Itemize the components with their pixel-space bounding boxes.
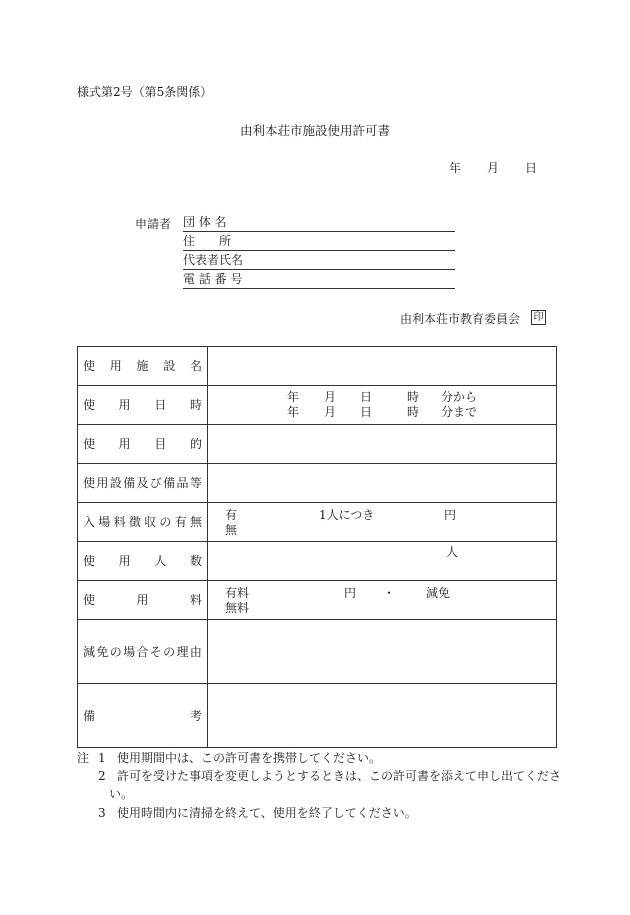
- to-day: 日: [360, 405, 373, 419]
- label-char: 免: [96, 644, 109, 659]
- label-char: 時: [189, 398, 202, 412]
- label-char: 備: [83, 708, 96, 723]
- label-char: 日: [154, 398, 167, 412]
- to-year: 年: [287, 405, 300, 419]
- reason-label-cell: [78, 620, 208, 684]
- remarks-label-cell: [78, 684, 208, 748]
- label-char: 目: [154, 437, 167, 451]
- label-char: 有: [174, 515, 187, 529]
- label-char: 場: [123, 644, 136, 659]
- note-1-number: 1: [98, 751, 106, 765]
- date-month-label: 月: [487, 161, 500, 175]
- label-char: の: [163, 644, 176, 659]
- label-char: 考: [189, 708, 202, 723]
- label-char: 人: [154, 554, 167, 568]
- attendees-unit: 人: [446, 545, 459, 559]
- label-char: 無: [189, 515, 202, 529]
- fee-label-cell: [78, 581, 208, 620]
- note-3-number: 3: [98, 806, 106, 820]
- facility-value-cell[interactable]: [208, 347, 557, 386]
- label-char: 用: [118, 398, 131, 412]
- equipment-label-cell: [78, 464, 208, 503]
- row-reason: [78, 620, 557, 684]
- label-char: 由: [189, 644, 202, 659]
- label-char: の: [159, 515, 172, 529]
- label-char: 施: [136, 359, 149, 373]
- label-char: 用: [118, 437, 131, 451]
- issue-date: [449, 162, 537, 174]
- label-char: 設: [109, 476, 122, 490]
- label-char: 用: [96, 476, 109, 490]
- document-title: 由利本荘市施設使用許可書: [239, 123, 390, 138]
- row-datetime: [78, 386, 557, 425]
- admission-no: 無: [225, 523, 238, 537]
- label-char: 名: [189, 359, 202, 373]
- label-char: 的: [189, 437, 202, 451]
- row-fee: [78, 581, 557, 620]
- facility-label-cell: [78, 347, 208, 386]
- label-char: 徴: [128, 515, 141, 529]
- from-year: 年: [287, 390, 300, 404]
- purpose-label: [83, 438, 202, 450]
- note-2-continuation: い。: [109, 787, 134, 801]
- label-char: 備: [123, 476, 136, 490]
- purpose-value-cell[interactable]: [208, 425, 557, 464]
- fee-paid: 有料: [225, 586, 250, 600]
- row-facility: [78, 347, 557, 386]
- permit-table: [77, 346, 557, 748]
- label-char: 用: [118, 554, 131, 568]
- address-field[interactable]: [183, 235, 455, 251]
- label-char: 使: [83, 593, 96, 607]
- label-char: 減: [83, 644, 96, 659]
- note-2-number: 2: [98, 769, 106, 783]
- equipment-value-cell[interactable]: [208, 464, 557, 503]
- label-char: 品: [176, 476, 189, 490]
- phone-label: 電 話 番 号: [183, 272, 243, 286]
- label-char: 合: [136, 644, 149, 659]
- label-char: 等: [189, 476, 202, 490]
- group-name-label: 団 体 名: [183, 215, 227, 229]
- attendees-label-cell: [78, 542, 208, 581]
- label-char: 使: [83, 359, 96, 373]
- row-remarks: [78, 684, 557, 748]
- label-char: 数: [189, 554, 202, 568]
- row-purpose: [78, 425, 557, 464]
- admission-label: [83, 516, 202, 528]
- note-1-text: 使用期間中は、この許可書を携帯してください。: [117, 751, 382, 765]
- form-number: 様式第2号（第5条関係）: [77, 85, 213, 99]
- fee-label: [83, 594, 202, 606]
- to-minute: 分まで: [441, 405, 478, 419]
- reason-value-cell[interactable]: [208, 620, 557, 684]
- label-char: 理: [176, 644, 189, 659]
- to-hour: 時: [407, 405, 420, 419]
- label-char: 用: [136, 593, 149, 607]
- label-char: 使: [83, 398, 96, 412]
- admission-per-person: 1人につき: [319, 508, 375, 522]
- date-day-label: 日: [525, 161, 538, 175]
- label-char: 使: [83, 476, 96, 490]
- reason-label: [83, 646, 202, 658]
- attendees-value-cell[interactable]: [208, 542, 557, 581]
- admission-yen: 円: [444, 508, 457, 522]
- admission-yes: 有: [225, 508, 238, 522]
- remarks-label: [83, 710, 202, 722]
- address-label: 住 所: [183, 234, 232, 248]
- remarks-value-cell[interactable]: [208, 684, 557, 748]
- label-char: 使: [83, 554, 96, 568]
- admission-value-cell[interactable]: [208, 503, 557, 542]
- label-char: 料: [189, 593, 202, 607]
- date-year-label: 年: [449, 161, 462, 175]
- notes-section: [77, 752, 567, 832]
- attendees-label: [83, 555, 202, 567]
- seal-mark: 印: [531, 310, 546, 325]
- from-month: 月: [324, 390, 337, 404]
- fee-value-cell[interactable]: [208, 581, 557, 620]
- label-char: 入: [83, 515, 96, 529]
- applicant-label: 申請者: [135, 217, 172, 231]
- purpose-label-cell: [78, 425, 208, 464]
- datetime-value-cell[interactable]: [208, 386, 557, 425]
- label-char: 及: [136, 476, 149, 490]
- facility-label: [83, 360, 202, 372]
- fee-free: 無料: [225, 601, 250, 615]
- note-2-text: 許可を受けた事項を変更しようとするときは、この許可書を添えて申し出てくださ: [117, 769, 562, 783]
- row-admission: [78, 503, 557, 542]
- fee-dot: ・: [383, 586, 396, 600]
- to-month: 月: [324, 405, 337, 419]
- representative-label: 代表者氏名: [183, 253, 244, 267]
- row-attendees: [78, 542, 557, 581]
- group-name-field[interactable]: [183, 216, 455, 232]
- label-char: び: [149, 476, 162, 490]
- from-minute: 分から: [441, 390, 478, 404]
- notes-prefix: 注: [77, 751, 90, 765]
- label-char: の: [109, 644, 122, 659]
- issuer-name: 由利本荘市教育委員会: [400, 312, 521, 326]
- label-char: 用: [109, 359, 122, 373]
- label-char: そ: [149, 644, 162, 659]
- note-3-text: 使用時間内に清掃を終えて、使用を終了してください。: [117, 806, 417, 820]
- fee-reduction: 減免: [426, 586, 451, 600]
- equipment-label: [83, 477, 202, 489]
- label-char: 設: [163, 359, 176, 373]
- from-day: 日: [360, 390, 373, 404]
- from-hour: 時: [407, 390, 420, 404]
- datetime-label: [83, 399, 202, 411]
- label-char: 収: [144, 515, 157, 529]
- phone-field[interactable]: [183, 273, 455, 289]
- representative-field[interactable]: [183, 254, 455, 270]
- admission-label-cell: [78, 503, 208, 542]
- label-char: 使: [83, 437, 96, 451]
- fee-yen: 円: [344, 586, 357, 600]
- row-equipment: [78, 464, 557, 503]
- label-char: 備: [163, 476, 176, 490]
- label-char: 場: [98, 515, 111, 529]
- label-char: 料: [113, 515, 126, 529]
- datetime-label-cell: [78, 386, 208, 425]
